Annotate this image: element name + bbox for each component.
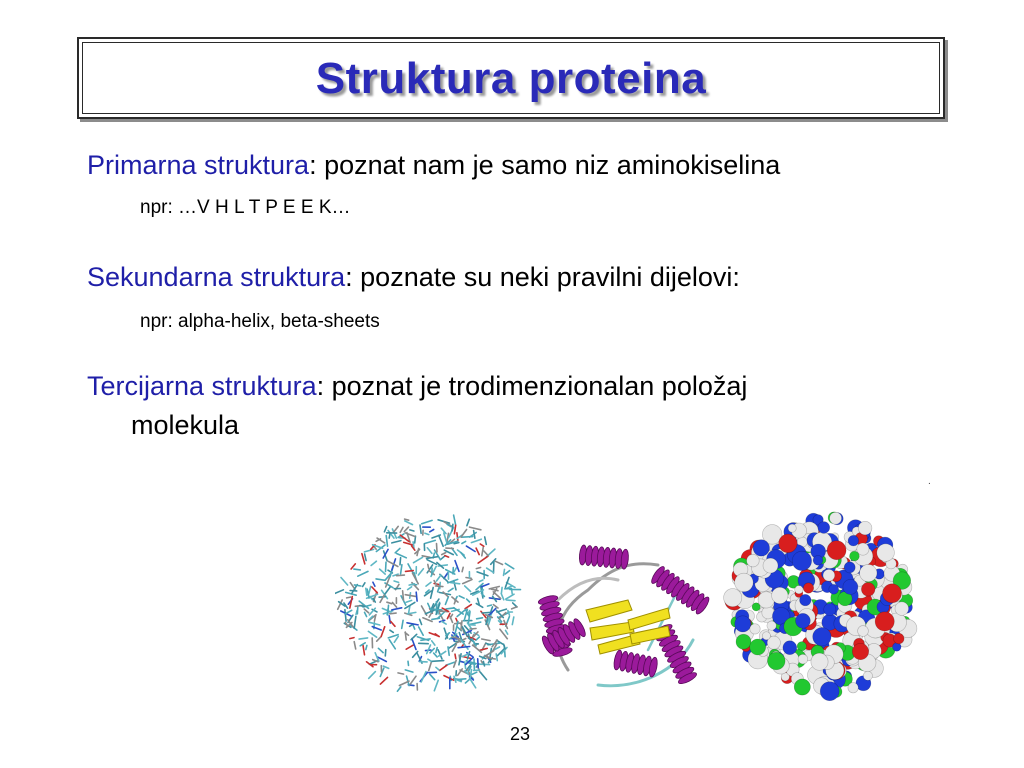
- primary-structure-term: Primarna struktura: [87, 150, 310, 180]
- secondary-structure-text: : poznate su neki pravilni dijelovi:: [345, 262, 740, 292]
- primary-structure-line: [87, 147, 780, 183]
- ribbon-model-image: [528, 530, 718, 695]
- primary-structure-example: npr: …V H L T P E E K…: [140, 197, 351, 218]
- surface-model-image: [722, 505, 922, 705]
- secondary-structure-line: [87, 259, 740, 295]
- tertiary-structure-continuation: molekula: [131, 410, 240, 440]
- secondary-structure-term: Sekundarna struktura: [87, 262, 346, 292]
- slide-title: Struktura proteina: [315, 54, 707, 103]
- stick-model-image: [335, 505, 525, 705]
- tertiary-structure-text: : poznat je trodimenzionalan položaj: [316, 371, 748, 401]
- secondary-structure-example: npr: alpha-helix, beta-sheets: [140, 311, 380, 332]
- primary-structure-text: : poznat nam je samo niz aminokiselina: [309, 150, 781, 180]
- page-number: 23: [510, 724, 531, 744]
- tertiary-structure-term: Tercijarna struktura: [87, 371, 317, 401]
- small-dot: .: [928, 476, 931, 487]
- tertiary-structure-line: [87, 368, 747, 404]
- title-box: [77, 37, 945, 119]
